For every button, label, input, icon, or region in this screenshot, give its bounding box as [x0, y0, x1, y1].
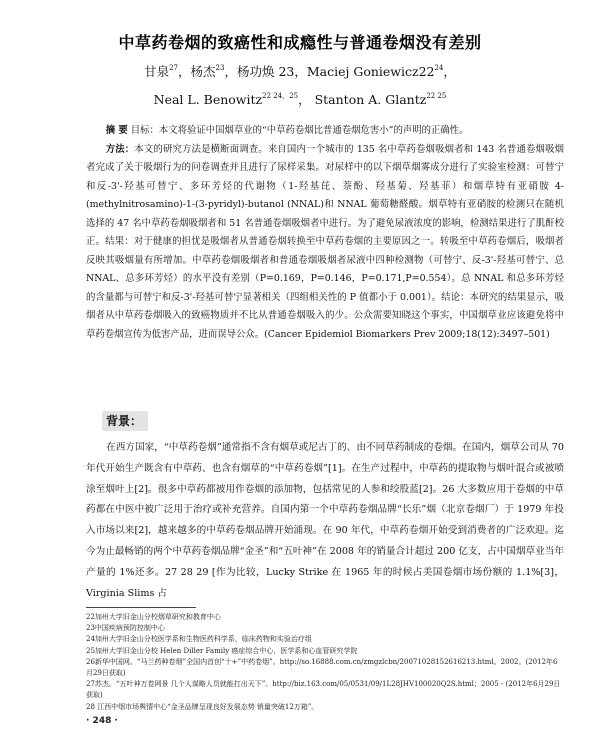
- author-line-1: 甘泉$^{27}$，杨杰$^{23}$，杨功焕 23，Maciej $Goniewicz22^{24}$，: [144, 64, 456, 79]
- author-affiliation: 24: [434, 64, 444, 72]
- author-affiliation: 22 24: [262, 92, 283, 100]
- summary-label: 摘 要: [105, 125, 128, 136]
- method-label: 方法：: [105, 143, 135, 155]
- background-body: [86, 438, 564, 604]
- footnote: 27苏杰。“五叶神万卷网景 几个人谋略人员就能打出天下”。http://biz.163.com/05/0531/09/1L28JHV100020Q2S.html；2005 - (2012年6月29日获取): [86, 680, 561, 700]
- page-number: · 248 ·: [86, 716, 118, 726]
- author-affiliation: 27: [169, 64, 178, 72]
- author-line-2: Neal L. Benowitz$^{22 24,25}$， Stanton A. Glantz$^{22 25}$: [153, 92, 447, 107]
- author-name: Stanton A. Glantz: [314, 92, 427, 107]
- abstract: [86, 122, 564, 344]
- footnote: 25加州大学旧金山分校 Helen Diller Family 癌症综合中心，医学系和心血管研究学院: [86, 646, 358, 655]
- author-name: 甘泉: [144, 64, 170, 79]
- abstract-summary: [86, 122, 564, 141]
- footnote: 23中国疾病预防控制中心: [86, 624, 165, 633]
- paper-title: 中草药卷烟的致癌性和成瘾性与普通卷烟没有差别: [118, 33, 482, 52]
- author-affiliation: 23: [215, 64, 225, 72]
- footnote-divider: [86, 607, 196, 608]
- summary-text: 目标：本文将验证中国烟草业的“中草药卷烟比普通卷烟危害小”的声明的正确性。: [130, 125, 469, 136]
- author-name: 杨功焕 23，Maciej Goniewicz22: [236, 64, 435, 79]
- author-affiliation: 22 25: [426, 92, 447, 100]
- author-name: Neal L. Benowitz: [153, 92, 263, 107]
- author-affiliation: 25: [289, 92, 299, 100]
- footnotes: [86, 612, 564, 713]
- footnote: 26新华中国网。“马兰药种卷烟”全国内首创“十+”中药卷烟”。http://so.16888.com.cn/zmgzlcbn/20071028152616213.html。2002。(2012年6月29日获取): [86, 657, 558, 678]
- footnote: 22加州大学旧金山分校烟草研究和教育中心: [86, 613, 221, 621]
- abstract-methods: [86, 141, 564, 345]
- author-name: 杨杰: [190, 64, 216, 79]
- section-heading-background: 背景：: [102, 411, 148, 431]
- footnote: 24加州大学旧金山分校医学系和生物医药科学系，临床药物和实验治疗组: [86, 635, 312, 644]
- footnote: 28 江西中烟市场舆情中心“金圣品牌呈现良好发展态势 销量突破12万箱”。: [86, 702, 319, 711]
- method-text: 本文的研究方法是横断面调查。来自国内一个城市的 135 名中草药卷烟吸烟者和 143 名普通卷烟吸烟者完成了关于吸烟行为的问卷调查并且进行了尿样采集。对尿样中的以下烟草烟雾成分进行了实验室检测：可替宁和反-3'-羟基可替宁、多环芳烃的代谢物（1-羟基芘、萘酚、羟基菊、羟基菲）和烟草特有亚硝胺 4-(methylnitrosamino)-1-(3-pyridyl)-butanol (NNAL)和 NNAL 葡萄糖醛酸。烟草特有亚硝胺的检测只在随机选择的 47 名中草药卷烟吸烟者和 51 名普通卷烟吸烟者中进行。为了避免尿液浓度的影响，检测结果进行了肌酐校正。结果：对于健康的担忧是吸烟者从普通卷烟转换至中草药卷烟的主要原因之一。转吸至中草药卷烟后，吸烟者反映其吸烟量有所增加。中草药卷烟吸烟者和普通卷烟吸烟者尿液中四种检测物（可替宁、反-3'-羟基可替宁、总 NNAL、总多环芳烃）的水平没有差别（P=0.169，P=0.146，P=0.171,P=0.554）。总 NNAL 和总多环芳烃的含量都与可替宁和反-3'-羟基可替宁显著相关（四组相关性的 P 值都小于 0.001）。结论：本研究的结果显示，吸烟者从中草药卷烟吸入的致癌物质并不比从普通卷烟吸入的少。公众需要知晓这个事实，中国烟草业应该避免将中草药卷烟宣传为低害产品，进而误导公众。(Cancer Epidemiol Biomarkers Prev 2009;18(12):3497–501): [86, 143, 564, 340]
- background-paragraph: 在西方国家，“中草药卷烟”通常指不含有烟草或尼古丁的、由不同草药制成的卷烟。在国内，烟草公司从 70 年代开始生产既含有中草药、也含有烟草的“中草药卷烟”[1]。在生产过程中，中草药的提取物与烟叶混合或被喷涂至烟叶上[2]。很多中草药都被用作卷烟的添加物，包括常见的人参和绞股蓝[2]。26 大多数应用于卷烟的中草药都在中医中被广泛用于治疗或补充营养。自国内第一个中草药卷烟品牌“长乐”烟（北京卷烟厂）于 1979 年投入市场以来[2]，越来越多的中草药卷烟品牌开始涌现。在 90 年代，中草药卷烟开始受到消费者的广泛欢迎。迄今为止最畅销的两个中草药卷烟品牌“金圣”和“五叶神”在 2008 年的销量合计超过 200 亿支，占中国烟草业当年产量的 1%还多。27 28 29 [作为比较，Lucky Strike 在 1965 年的时候占美国卷烟市场份额的 1.1%[3]，Virginia Slims 占: [86, 442, 564, 599]
